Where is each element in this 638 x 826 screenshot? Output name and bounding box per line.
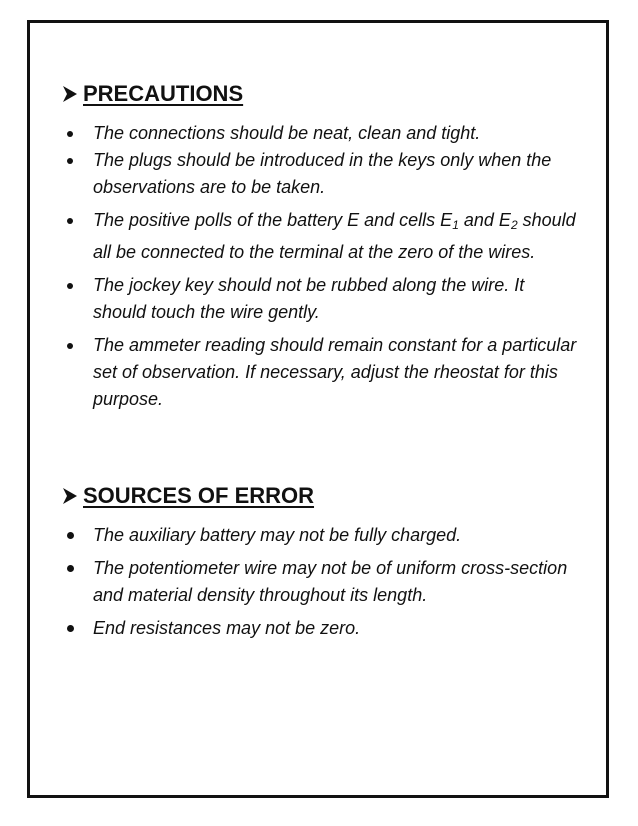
list-item-text: The jockey key should not be rubbed along the wire. It should touch the wire gently. [93, 275, 525, 322]
list-item-text-middle: and E [458, 210, 511, 230]
list-item [62, 120, 582, 147]
list-item-text: The ammeter reading should remain constant for a particular set of observation. If necessary, adjust the rheostat for this purpose. [93, 335, 577, 409]
list-item-text: End resistances may not be zero. [93, 618, 361, 638]
arrowhead-icon [62, 486, 78, 506]
sources-of-error-section [62, 482, 582, 648]
e2-subscript: 2 [510, 218, 518, 232]
list-item [62, 555, 582, 609]
bullet-icon [67, 343, 73, 349]
list-item [62, 272, 582, 326]
precautions-section [62, 80, 582, 419]
bullet-icon [67, 131, 73, 137]
bullet-icon [67, 218, 73, 224]
list-item [62, 207, 582, 266]
list-item-text: The plugs should be introduced in the keys only when the observations are to be taken. [93, 150, 552, 197]
list-item-text: The connections should be neat, clean and tight. [93, 123, 481, 143]
list-item [62, 332, 582, 413]
list-item-text: The potentiometer wire may not be of uniform cross-section and material density throughout its length. [93, 558, 568, 605]
e1-subscript: 1 [452, 218, 459, 232]
bullet-icon [67, 625, 74, 632]
list-item-text-start: The positive polls of the battery E and cells E [93, 210, 453, 230]
bullet-icon [67, 532, 74, 539]
list-item [62, 615, 582, 642]
bullet-icon [67, 565, 74, 572]
precautions-list [62, 120, 582, 413]
list-item-text: The auxiliary battery may not be fully charged. [93, 525, 462, 545]
arrowhead-icon [62, 84, 78, 104]
list-item-text-end: should all be connected to the terminal at the zero of the wires. [93, 210, 576, 262]
precautions-heading [62, 80, 582, 108]
bullet-icon [67, 283, 73, 289]
list-item [62, 147, 582, 201]
sources-of-error-list [62, 522, 582, 642]
precautions-title: PRECAUTIONS [83, 81, 244, 106]
sources-of-error-title: SOURCES OF ERROR [83, 483, 315, 508]
list-item [62, 522, 582, 549]
bullet-icon [67, 158, 73, 164]
sources-of-error-heading [62, 482, 582, 510]
